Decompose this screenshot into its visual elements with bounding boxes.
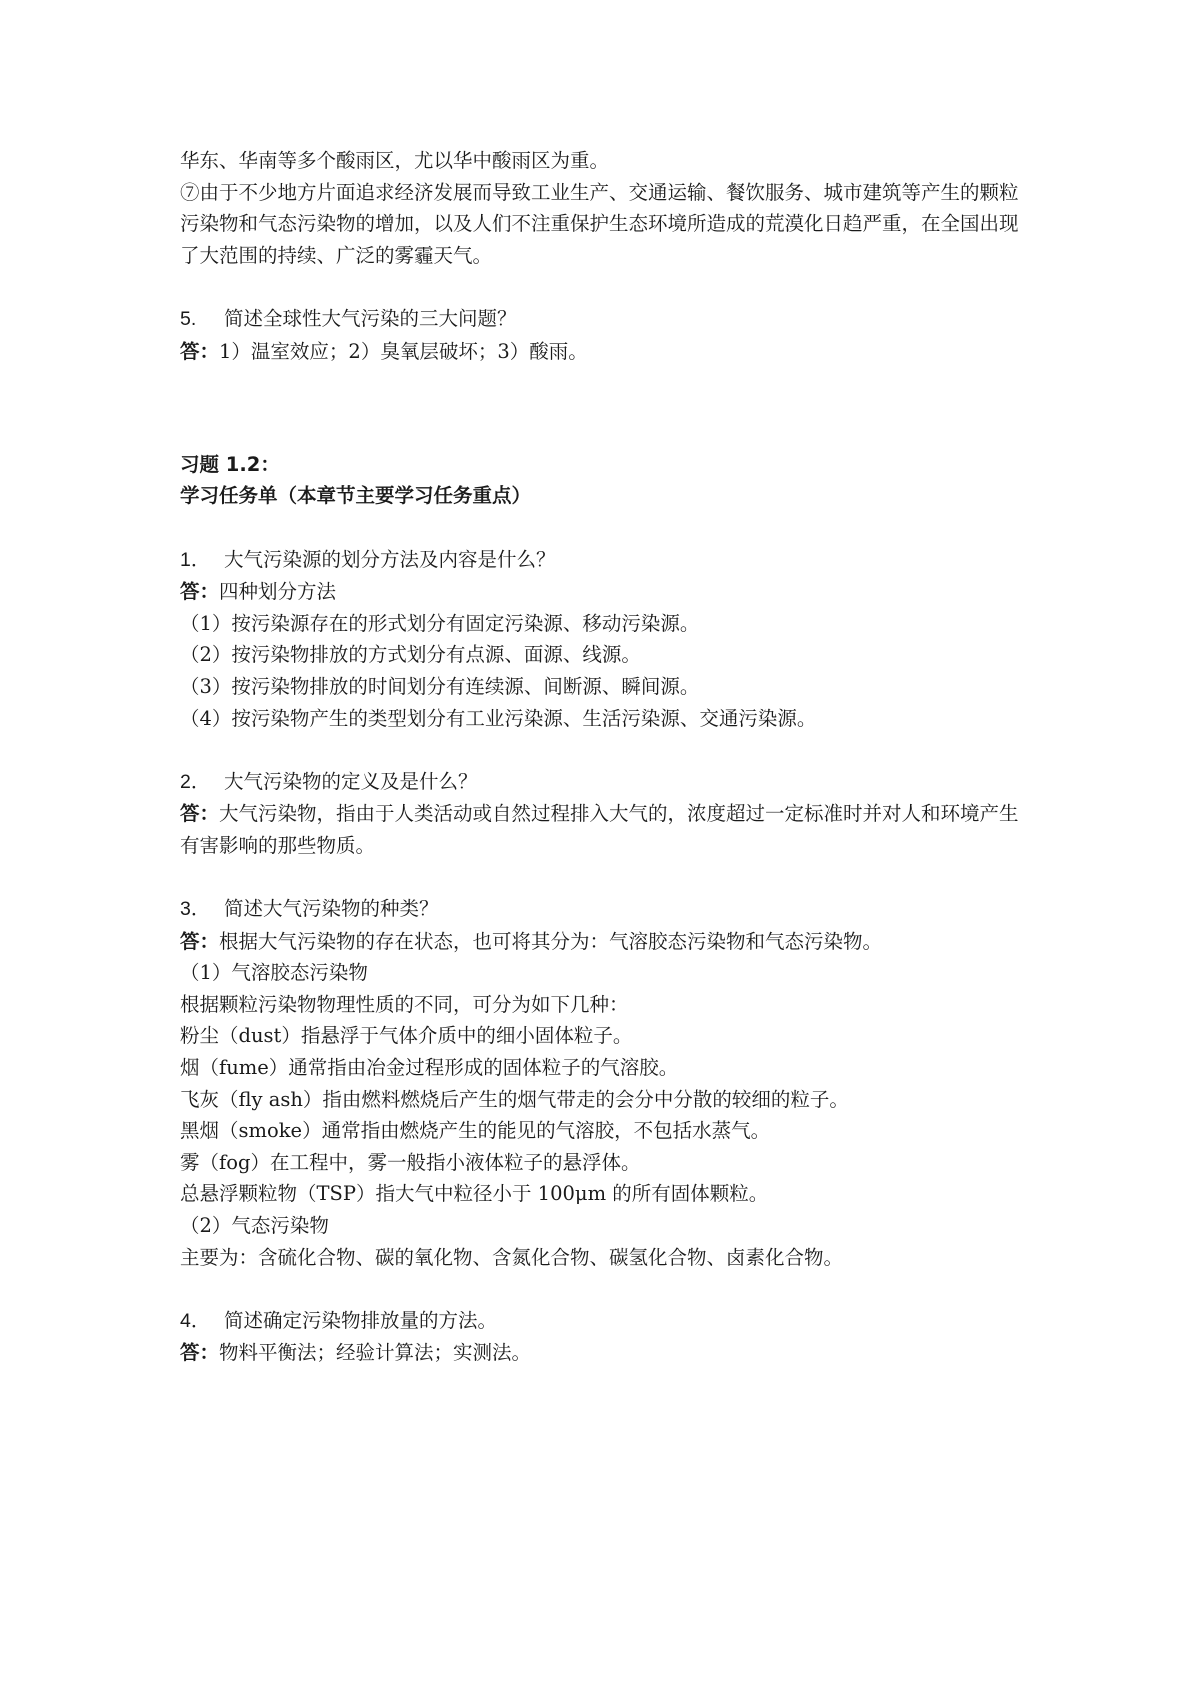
list-item: 根据颗粒污染物物理性质的不同，可分为如下几种： [180, 992, 629, 1016]
answer-text: 根据大气污染物的存在状态，也可将其分为：气溶胶态污染物和气态污染物。 [219, 929, 883, 953]
answer-text: 四种划分方法 [219, 580, 337, 604]
question-3 [180, 893, 1030, 926]
question-1 [180, 544, 1030, 577]
list-item: 雾（fog）在工程中，雾一般指小液体粒子的悬浮体。 [180, 1150, 641, 1174]
answer-4 [180, 1337, 1030, 1369]
answer-text: 物料平衡法；经验计算法；实测法。 [219, 1341, 532, 1365]
list-item: （2）气态污染物 [180, 1214, 329, 1237]
answer-label: 答： [180, 1341, 220, 1365]
question-text: 简述确定污染物排放量的方法。 [224, 1308, 498, 1332]
question-number: 3． [180, 898, 211, 921]
question-text: 简述大气污染物的种类？ [224, 897, 439, 921]
list-item: 烟（fume）通常指由冶金过程形成的固体粒子的气溶胶。 [180, 1056, 679, 1080]
list-item: 飞灰（fly ash）指由燃料燃烧后产生的烟气带走的会分中分散的较细的粒子。 [180, 1087, 849, 1111]
question-number: 1． [180, 548, 211, 571]
intro-paragraph-7: ⑦由于不少地方片面追求经济发展而导致工业生产、交通运输、餐饮服务、城市建筑等产生的颗粒污染物和气态污染物的增加，以及人们不注重保护生态环境所造成的荒漠化日趋严重，在全国出现了大范围的持续、广泛的雾霾天气。 [180, 180, 1019, 267]
answer-3 [180, 926, 1030, 958]
list-item: （4）按污染物产生的类型划分有工业污染源、生活污染源、交通污染源。 [180, 706, 817, 730]
question-text: 简述全球性大气污染的三大问题？ [224, 306, 517, 330]
answer-label: 答： [180, 580, 220, 604]
question-text: 大气污染物的定义及是什么？ [224, 769, 478, 793]
list-item: （1）气溶胶态污染物 [180, 961, 368, 985]
answer-text: 1）温室效应；2）臭氧层破坏；3）酸雨。 [219, 339, 588, 363]
list-item: 总悬浮颗粒物（TSP）指大气中粒径小于 100μm 的所有固体颗粒。 [180, 1182, 769, 1206]
answer-1 [180, 576, 1030, 608]
intro-line: 华东、华南等多个酸雨区，尤以华中酸雨区为重。 [180, 149, 610, 172]
question-number: 5. [180, 307, 197, 330]
answer-label: 答： [180, 929, 220, 953]
question-number: 4． [180, 1309, 211, 1332]
question-2 [180, 766, 1030, 799]
answer-5 [180, 336, 1030, 368]
question-number: 2． [180, 770, 211, 793]
question-5 [180, 303, 1030, 336]
question-4 [180, 1305, 1030, 1338]
list-item: （3）按污染物排放的时间划分有连续源、间断源、瞬间源。 [180, 674, 700, 698]
section-subtitle: 学习任务单（本章节主要学习任务重点） [180, 484, 532, 508]
list-item: 黑烟（smoke）通常指由燃烧产生的能见的气溶胶，不包括水蒸气。 [180, 1119, 771, 1143]
question-text: 大气污染源的划分方法及内容是什么？ [224, 547, 556, 571]
answer-2 [180, 798, 1030, 861]
answer-label: 答： [180, 802, 220, 826]
list-item: 主要为：含硫化合物、碳的氧化物、含氮化合物、碳氢化合物、卤素化合物。 [180, 1245, 844, 1269]
list-item: （2）按污染物排放的方式划分有点源、面源、线源。 [180, 643, 641, 667]
answer-label: 答： [180, 339, 220, 363]
answer-text: 大气污染物，指由于人类活动或自然过程排入大气的，浓度超过一定标准时并对人和环境产生有害影响的那些物质。 [180, 802, 1019, 857]
list-item: （1）按污染源存在的形式划分有固定污染源、移动污染源。 [180, 611, 700, 635]
section-title: 习题 1.2： [180, 452, 280, 476]
list-item: 粉尘（dust）指悬浮于气体介质中的细小固体粒子。 [180, 1024, 633, 1048]
document-page [180, 145, 1030, 1369]
